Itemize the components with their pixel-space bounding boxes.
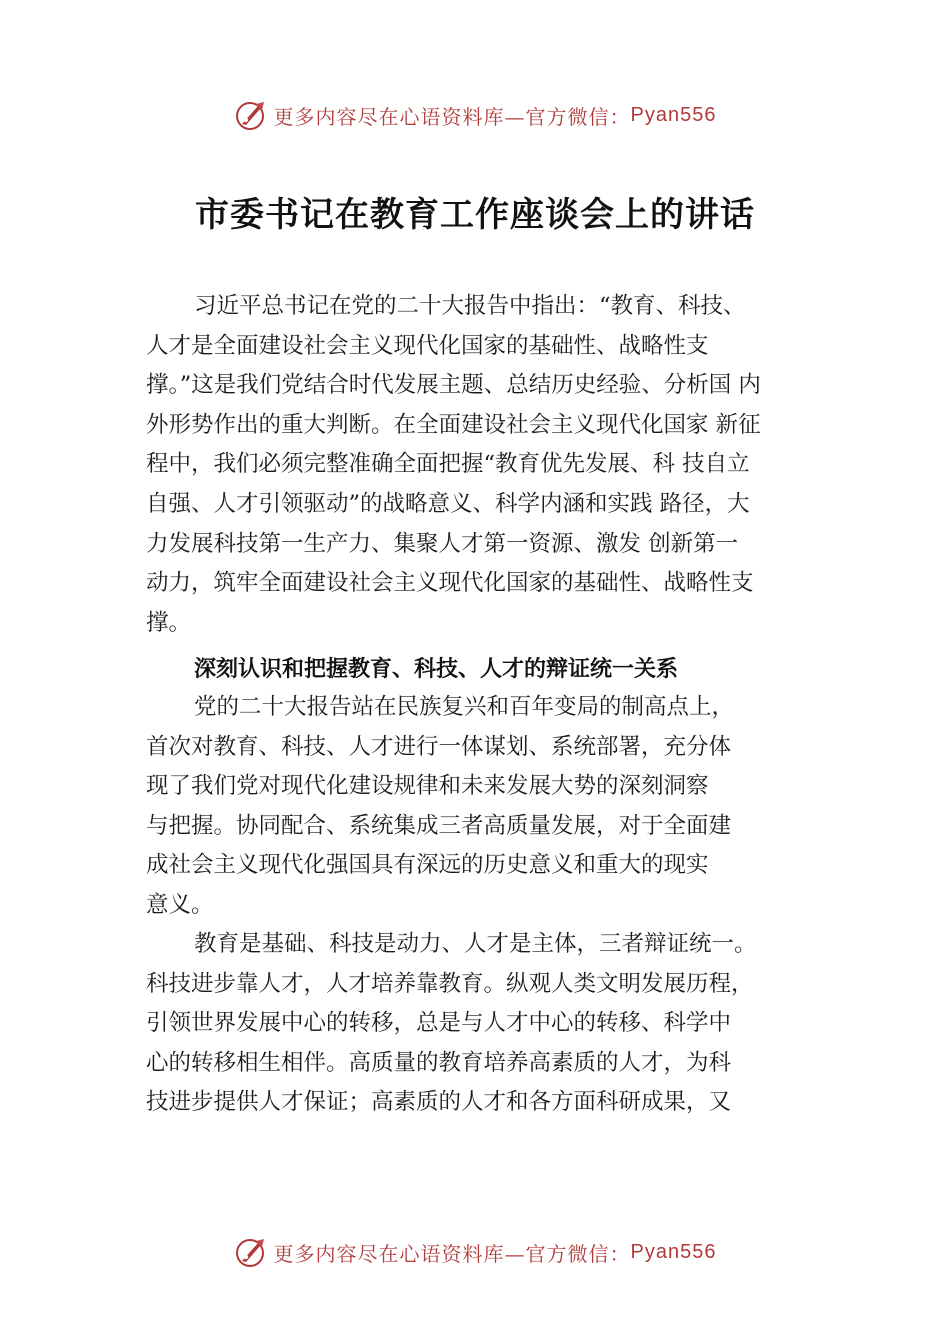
paragraph-line: 现了我们党对现代化建设规律和未来发展大势的深刻洞察 bbox=[146, 773, 709, 800]
paragraph-line: 引领世界发展中心的转移，总是与人才中心的转移、科学中 bbox=[146, 1010, 732, 1037]
paragraph-1 bbox=[146, 287, 836, 643]
paragraph-line: 力发展科技第一生产力、集聚人才第一资源、激发 创新第一 bbox=[146, 530, 739, 557]
paragraph-line: 人才是全面建设社会主义现代化国家的基础性、战略性支 bbox=[146, 332, 709, 359]
banner-text: 更多内容尽在心语资料库—官方微信： bbox=[273, 104, 631, 129]
paragraph-line: 程中，我们必须完整准确全面把握“教育优先发展、科 技自立 bbox=[146, 451, 750, 478]
header-banner bbox=[0, 95, 950, 135]
banner-handle: Pyan556 bbox=[630, 103, 717, 126]
banner-text: 更多内容尽在心语资料库—官方微信： bbox=[273, 1241, 631, 1266]
footer-banner bbox=[0, 1232, 950, 1272]
paragraph-line: 动力，筑牢全面建设社会主义现代化国家的基础性、战略性支 bbox=[146, 570, 754, 597]
paragraph-line: 意义。 bbox=[146, 891, 214, 918]
paragraph-line: 自强、人才引领驱动”的战略意义、科学内涵和实践 路径，大 bbox=[146, 490, 750, 517]
paragraph-line: 党的二十大报告站在民族复兴和百年变局的制高点上， bbox=[194, 694, 735, 720]
paragraph-line: 科技进步靠人才，人才培养靠教育。纵观人类文明发展历程， bbox=[146, 970, 754, 997]
paragraph-line: 教育是基础、科技是动力、人才是主体，三者辩证统一。 bbox=[194, 931, 757, 957]
paragraph-line: 外形势作出的重大判断。在全面建设社会主义现代化国家 新征 bbox=[146, 411, 761, 438]
paragraph-line: 成社会主义现代化强国具有深远的历史意义和重大的现实 bbox=[146, 852, 709, 879]
paragraph-2 bbox=[146, 688, 836, 926]
banner-handle: Pyan556 bbox=[630, 1240, 717, 1263]
paragraph-line: 首次对教育、科技、人才进行一体谋划、系统部署，充分体 bbox=[146, 733, 732, 760]
paragraph-line: 撑。 bbox=[146, 609, 192, 636]
section-heading: 深刻认识和把握教育、科技、人才的辩证统一关系 bbox=[194, 657, 679, 682]
quill-logo-icon bbox=[234, 1235, 268, 1269]
paragraph-line: 习近平总书记在党的二十大报告中指出：“教育、科技、 bbox=[194, 293, 746, 319]
quill-logo-icon bbox=[234, 98, 268, 132]
paragraph-line: 心的转移相生相伴。高质量的教育培养高素质的人才，为科 bbox=[146, 1049, 732, 1076]
paragraph-line: 技进步提供人才保证；高素质的人才和各方面科研成果，又 bbox=[146, 1089, 732, 1116]
page-title: 市委书记在教育工作座谈会上的讲话 bbox=[195, 195, 755, 235]
paragraph-3 bbox=[146, 925, 836, 1123]
paragraph-line: 与把握。协同配合、系统集成三者高质量发展，对于全面建 bbox=[146, 812, 732, 839]
paragraph-line: 撑。”这是我们党结合时代发展主题、总结历史经验、分析国 内 bbox=[146, 372, 761, 399]
